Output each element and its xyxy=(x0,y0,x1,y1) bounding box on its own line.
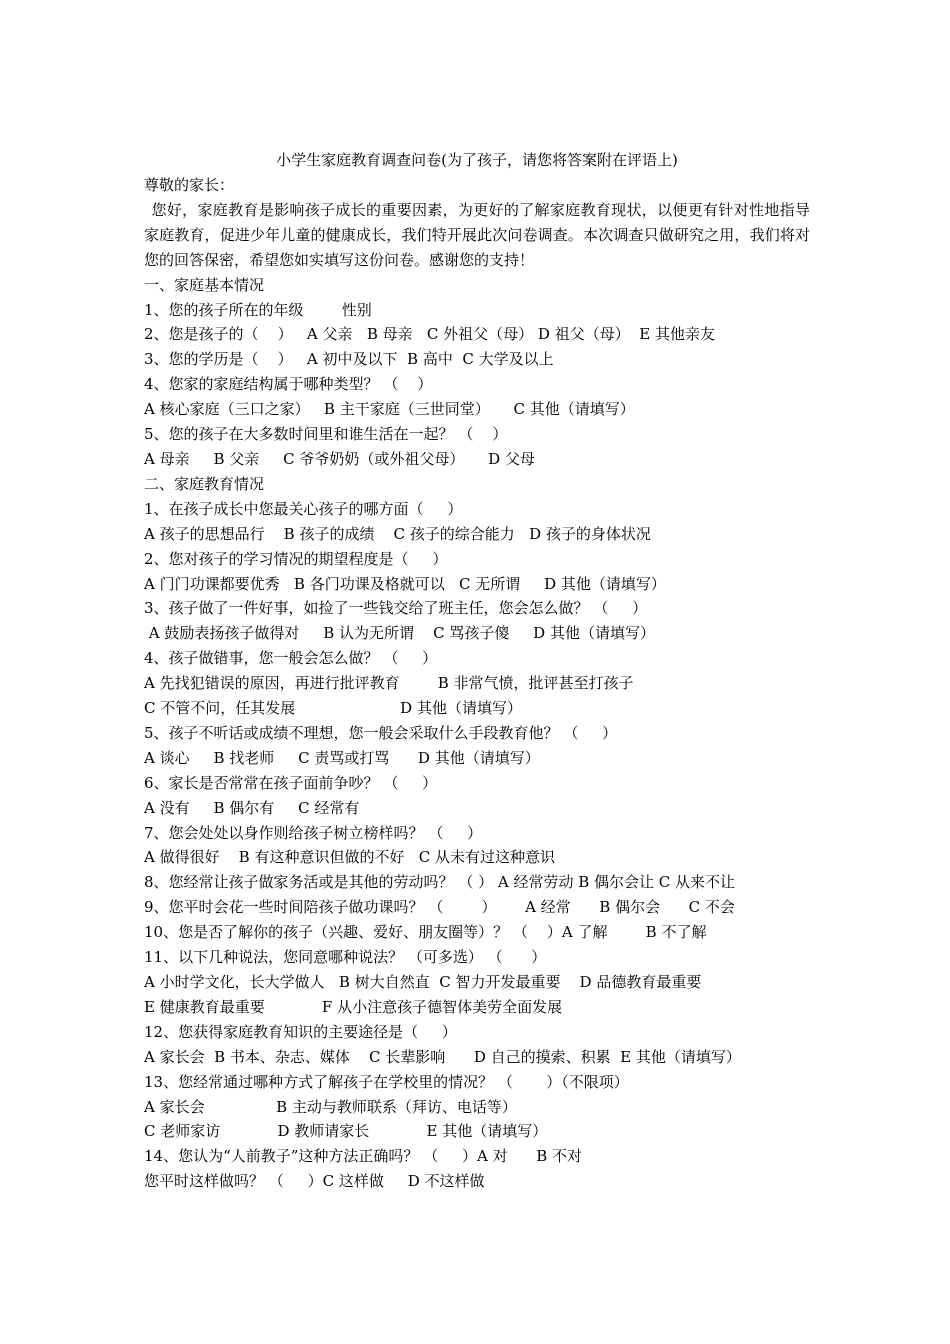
option-line: A 做得很好 B 有这种意识但做的不好 C 从未有过这种意识 xyxy=(144,848,556,867)
option-line: E 健康教育最重要 F 从小注意孩子德智体美劳全面发展 xyxy=(144,997,563,1016)
option-line: A 核心家庭（三口之家） B 主干家庭（三世同堂） C 其他（请填写） xyxy=(144,400,635,419)
question-line: 4、您家的家庭结构属于哪种类型？ （ ） xyxy=(144,375,433,394)
question-line: 7、您会处处以身作则给孩子树立榜样吗？ （ ） xyxy=(144,823,483,842)
question-line: 您平时这样做吗？ （ ）C 这样做 D 不这样做 xyxy=(144,1172,485,1191)
option-line: A 母亲 B 父亲 C 爷爷奶奶（或外祖父母） D 父母 xyxy=(144,449,535,468)
section-heading-basic: 一、家庭基本情况 xyxy=(144,275,265,294)
option-line: A 小时学文化，长大学做人 B 树大自然直 C 智力开发最重要 D 品德教育最重要 xyxy=(144,973,702,991)
question-line: 13、您经常通过哪种方式了解孩子在学校里的情况？ （ ）（不限项） xyxy=(144,1072,629,1091)
option-line: A 没有 B 偶尔有 C 经常有 xyxy=(144,798,360,817)
greeting: 尊敬的家长： xyxy=(144,176,235,194)
question-line: 1、在孩子成长中您最关心孩子的哪方面（ ） xyxy=(144,499,463,518)
question-line: 6、家长是否常常在孩子面前争吵？ （ ） xyxy=(144,773,438,792)
question-line: 11、以下几种说法，您同意哪种说法？ （可多选） （ ） xyxy=(144,948,547,967)
question-line: 12、您获得家庭教育知识的主要途径是（ ） xyxy=(144,1022,457,1041)
question-line: 5、您的孩子在大多数时间里和谁生活在一起？ （ ） xyxy=(144,425,508,444)
question-line: 3、孩子做了一件好事，如捡了一些钱交给了班主任，您会怎么做？ （ ） xyxy=(144,599,648,618)
question-line: 14、您认为“人前教子”这种方法正确吗？ （ ）A 对 B 不对 xyxy=(144,1147,583,1166)
option-line: C 不管不问，任其发展 D 其他（请填写） xyxy=(144,699,522,718)
question-line: 1、您的孩子所在的年级 性别 xyxy=(144,300,372,319)
intro-paragraph: 您好，家庭教育是影响孩子成长的重要因素，为更好的了解家庭教育现状，以便更有针对性地指导家庭教育，促进少年儿童的健康成长，我们特开展此次问卷调查。本次调查只做研究之用，我们将对您的回答保密，希望您如实填写这份问卷。感谢您的支持！ xyxy=(144,200,810,269)
page-title: 小学生家庭教育调查问卷(为了孩子，请您将答案附在评语上) xyxy=(276,151,678,169)
option-line: A 谈心 B 找老师 C 责骂或打骂 D 其他（请填写） xyxy=(144,748,540,767)
option-line: C 老师家访 D 教师请家长 E 其他（请填写） xyxy=(144,1122,548,1141)
option-line: A 门门功课都要优秀 B 各门功课及格就可以 C 无所谓 D 其他（请填写） xyxy=(144,574,666,593)
question-line: 5、孩子不听话或成绩不理想，您一般会采取什么手段教育他？ （ ） xyxy=(144,723,618,742)
question-line: 2、您是孩子的（ ） A 父亲 B 母亲 C 外祖父（母） D 祖父（母） E 其他亲友 xyxy=(144,325,715,344)
question-line: 9、您平时会花一些时间陪孩子做功课吗？ （ ） A 经常 B 偶尔会 C 不会 xyxy=(144,898,735,917)
question-line: 8、您经常让孩子做家务活或是其他的劳动吗？ （ ） A 经常劳动 B 偶尔会让 C 从来不让 xyxy=(144,873,736,892)
question-line: 10、您是否了解你的孩子（兴趣、爱好、朋友圈等）？ （ ）A 了解 B 不了解 xyxy=(144,923,707,942)
option-line: A 家长会 B 主动与教师联系（拜访、电话等） xyxy=(144,1097,517,1116)
question-line: 3、您的学历是（ ） A 初中及以下 B 高中 C 大学及以上 xyxy=(144,350,554,369)
option-line: A 孩子的思想品行 B 孩子的成绩 C 孩子的综合能力 D 孩子的身体状况 xyxy=(144,524,651,543)
question-line: 2、您对孩子的学习情况的期望程度是（ ） xyxy=(144,549,448,568)
question-line: 4、孩子做错事，您一般会怎么做？ （ ） xyxy=(144,649,438,668)
option-line: A 鼓励表扬孩子做得对 B 认为无所谓 C 骂孩子傻 D 其他（请填写） xyxy=(144,624,655,643)
questionnaire-page xyxy=(144,148,810,1194)
option-line: A 先找犯错误的原因，再进行批评教育 B 非常气愤，批评甚至打孩子 xyxy=(144,674,634,693)
section-heading-education: 二、家庭教育情况 xyxy=(144,474,265,493)
option-line: A 家长会 B 书本、杂志、媒体 C 长辈影响 D 自己的摸索、积累 E 其他（请填写） xyxy=(144,1047,741,1066)
